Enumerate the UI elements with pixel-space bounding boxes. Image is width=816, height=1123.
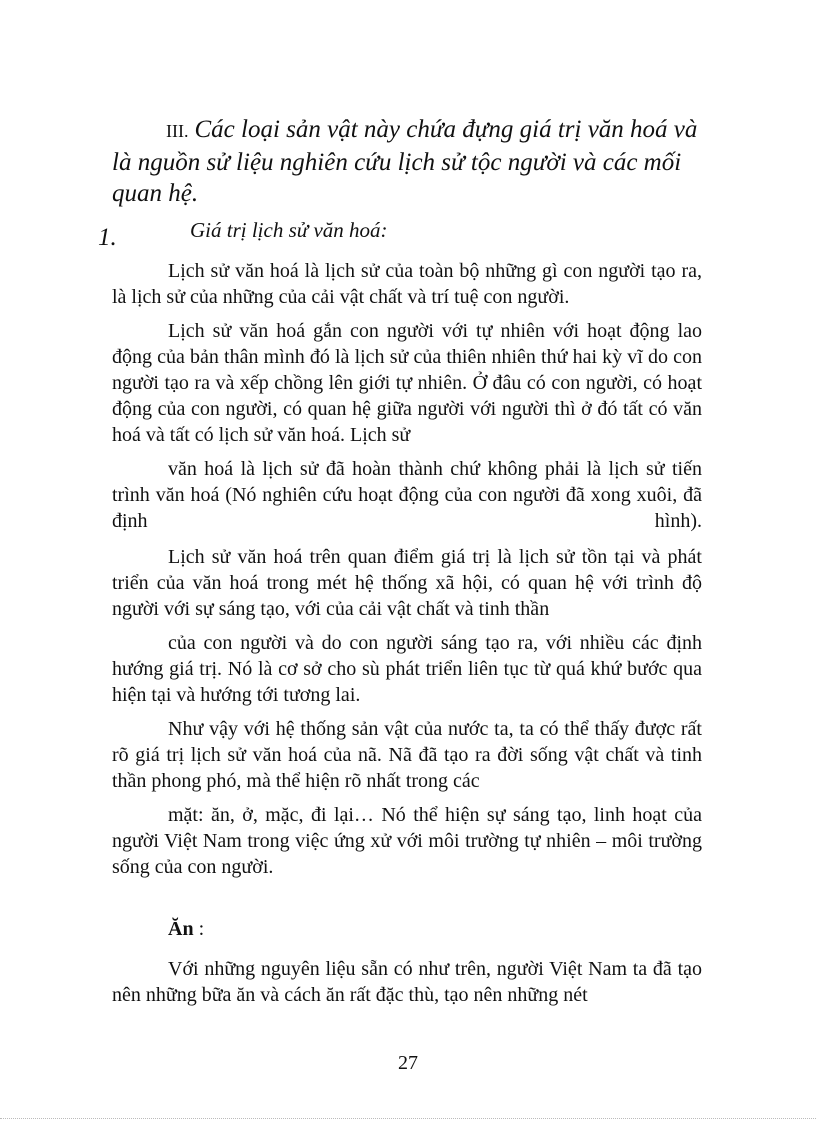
subsection-title xyxy=(168,918,204,941)
heading-roman-numeral: III. xyxy=(166,121,189,141)
paragraph: Như vậy với hệ thống sản vật của nước ta, ta có thể thấy được rất rõ giá trị lịch sử văn hoá của nã. Nã đã tạo ra đời sống vật chất và tinh thần phong phó, mà thể hiện rõ nhất trong các xyxy=(112,718,702,792)
subsection-suffix: : xyxy=(193,918,205,940)
chapter-heading xyxy=(112,114,712,209)
section-number: 1. xyxy=(98,224,117,251)
section-title: Giá trị lịch sử văn hoá: xyxy=(190,218,388,242)
closing-paragraph: Với những nguyên liệu sẵn có như trên, người Việt Nam ta đã tạo nên những bữa ăn và cách ăn rất đặc thù, tạo nên những nét xyxy=(112,958,702,1006)
paragraph: văn hoá là lịch sử đã hoàn thành chứ không phải là lịch sử tiến trình văn hoá (Nó nghiên cứu hoạt động của con người đã xong xuôi, đã định hình). xyxy=(112,458,702,532)
paragraph: mặt: ăn, ở, mặc, đi lại… Nó thể hiện sự sáng tạo, linh hoạt của người Việt Nam trong việc ứng xử với môi trường tự nhiên – môi trường sống của con người. xyxy=(112,804,702,878)
paragraph: Lịch sử văn hoá là lịch sử của toàn bộ những gì con người tạo ra, là lịch sử của những của cải vật chất và trí tuệ con người. xyxy=(112,260,702,308)
subsection-label: Ăn xyxy=(168,918,194,940)
paragraph: của con người và do con người sáng tạo ra, với nhiều các định hướng giá trị. Nó là cơ sở cho sù phát triển liên tục từ quá khứ bước qua hiện tại và hướng tới tương lai. xyxy=(112,632,702,706)
heading-text: Các loại sản vật này chứa đựng giá trị văn hoá và là nguồn sử liệu nghiên cứu lịch sử tộc người và các mối quan hệ. xyxy=(112,116,698,207)
footer-divider xyxy=(0,1118,816,1119)
paragraph: Lịch sử văn hoá gắn con người với tự nhiên với hoạt động lao động của bản thân mình đó là lịch sử của thiên nhiên thứ hai kỳ vĩ do con người tạo ra và xếp chồng lên giới tự nhiên. Ở đâu có con người, có hoạt động của con người, có quan hệ giữa người với người thì ở đó tất có văn hoá và tất có lịch sử văn hoá. Lịch sử xyxy=(112,320,702,446)
page-number: 27 xyxy=(398,1052,418,1074)
paragraph: Lịch sử văn hoá trên quan điểm giá trị là lịch sử tồn tại và phát triển của văn hoá trong mét hệ thống xã hội, có quan hệ với trình độ người với sự sáng tạo, với của cải vật chất và tinh thần xyxy=(112,546,702,620)
